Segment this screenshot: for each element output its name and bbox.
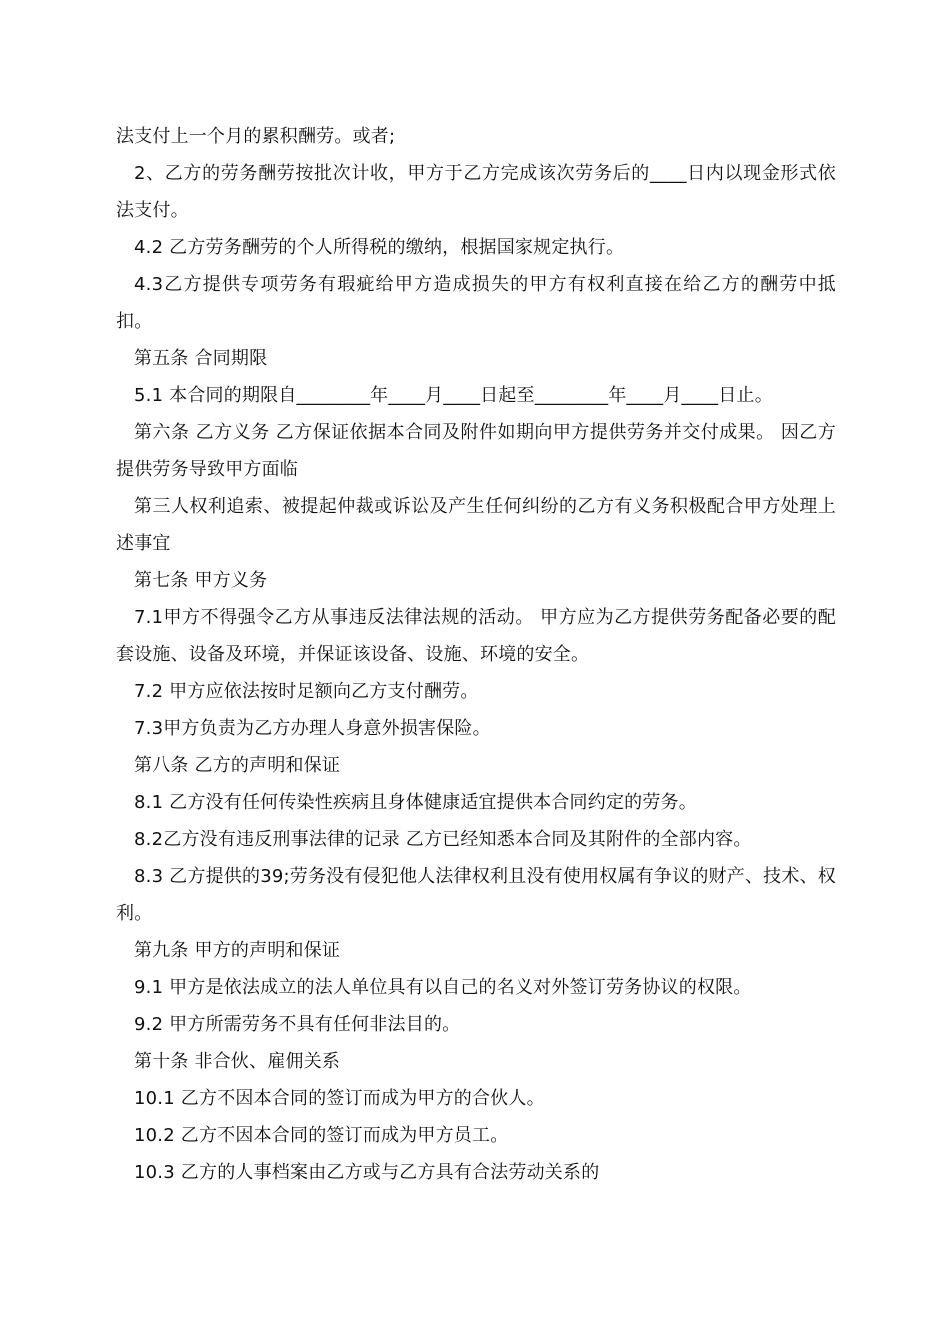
paragraph: 10.3 乙方的人事档案由乙方或与乙方具有合法劳动关系的 (134, 1162, 600, 1183)
paragraph: 8.3 乙方提供的39;劳务没有侵犯他人法律权利且没有使用权属有争议的财产、技术、权利。 (116, 866, 836, 924)
paragraph: 法支付上一个月的累积酬劳。或者; (116, 126, 396, 147)
paragraph: 第三人权利追索、被提起仲裁或诉讼及产生任何纠纷的乙方有义务积极配合甲方处理上述事宜 (116, 496, 836, 554)
paragraph: 8.2乙方没有违反刑事法律的记录 乙方已经知悉本合同及其附件的全部内容。 (134, 829, 752, 850)
paragraph: 2、乙方的劳务酬劳按批次计收，甲方于乙方完成该次劳务后的____日内以现金形式依法支付。 (116, 163, 836, 221)
section-heading: 第十条 非合伙、雇佣关系 (134, 1051, 341, 1072)
paragraph: 7.2 甲方应依法按时足额向乙方支付酬劳。 (134, 681, 479, 702)
paragraph: 4.2 乙方劳务酬劳的个人所得税的缴纳，根据国家规定执行。 (134, 237, 625, 258)
section-heading: 第八条 乙方的声明和保证 (134, 755, 341, 776)
paragraph: 9.1 甲方是依法成立的法人单位具有以自己的名义对外签订劳务协议的权限。 (134, 977, 752, 998)
paragraph: 9.2 甲方所需劳务不具有任何非法目的。 (134, 1014, 461, 1035)
section-heading: 第五条 合同期限 (134, 348, 268, 369)
section-heading: 第九条 甲方的声明和保证 (134, 940, 341, 961)
paragraph: 7.1甲方不得强令乙方从事违反法律法规的活动。 甲方应为乙方提供劳务配备必要的配套设施、设备及环境，并保证该设备、设施、环境的安全。 (116, 607, 836, 665)
paragraph: 10.1 乙方不因本合同的签订而成为甲方的合伙人。 (134, 1088, 545, 1109)
paragraph: 10.2 乙方不因本合同的签订而成为甲方员工。 (134, 1125, 509, 1146)
section-heading: 第六条 乙方义务 乙方保证依据本合同及附件如期向甲方提供劳务并交付成果。 因乙方提供劳务导致甲方面临 (116, 422, 836, 480)
paragraph: 5.1 本合同的期限自________年____月____日起至________年____月____日止。 (134, 385, 773, 406)
section-heading: 第七条 甲方义务 (134, 570, 268, 591)
paragraph: 7.3甲方负责为乙方办理人身意外损害保险。 (134, 718, 491, 739)
document-body (116, 118, 836, 1191)
paragraph: 4.3乙方提供专项劳务有瑕疵给甲方造成损失的甲方有权利直接在给乙方的酬劳中抵扣。 (116, 274, 836, 332)
paragraph: 8.1 乙方没有任何传染性疾病且身体健康适宜提供本合同约定的劳务。 (134, 792, 697, 813)
